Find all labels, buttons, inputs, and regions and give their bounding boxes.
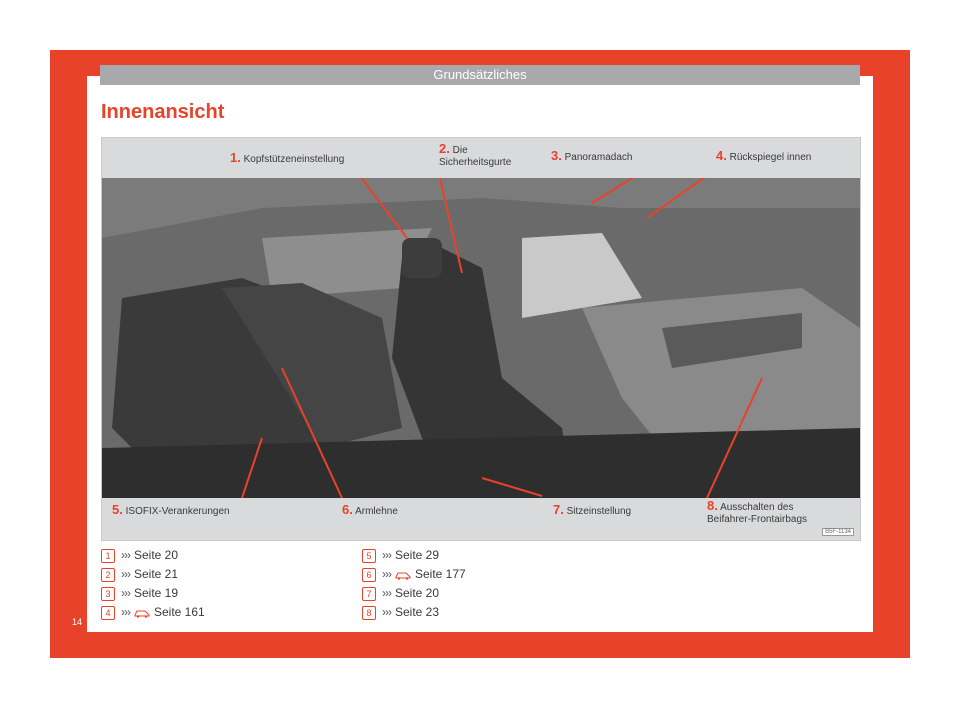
callout-text: Ausschalten des	[720, 502, 794, 513]
car-book-icon	[134, 608, 150, 618]
callout-3	[551, 150, 632, 164]
reference-item[interactable]	[362, 584, 439, 602]
reference-text: Seite 21	[134, 567, 179, 581]
reference-item[interactable]	[362, 546, 439, 564]
reference-item[interactable]	[101, 565, 178, 583]
car-interior-illustration	[102, 178, 860, 498]
car-book-icon	[395, 570, 411, 580]
reference-number: 4	[101, 606, 115, 620]
callout-number: 4.	[716, 148, 727, 163]
reference-number: 7	[362, 587, 376, 601]
reference-item[interactable]	[101, 603, 205, 621]
figure-code: B5F-1134	[822, 528, 854, 536]
callout-text: Sitzeinstellung	[566, 506, 632, 517]
callout-5	[112, 504, 230, 518]
page-number: 14	[72, 617, 83, 627]
page-title: Innenansicht	[101, 101, 225, 123]
reference-item[interactable]	[362, 565, 466, 583]
callout-text: Rückspiegel innen	[729, 152, 812, 163]
callout-6	[342, 504, 398, 518]
reference-text: Seite 19	[134, 586, 179, 600]
callout-text: Beifahrer-Frontairbags	[707, 514, 808, 525]
reference-text: Seite 29	[395, 548, 440, 562]
callout-text: ISOFIX-Verankerungen	[125, 506, 230, 517]
reference-number: 3	[101, 587, 115, 601]
reference-item[interactable]	[362, 603, 439, 621]
callout-2	[439, 143, 511, 169]
reference-arrow: ›››	[121, 548, 130, 562]
callout-4	[716, 150, 811, 164]
callout-number: 8.	[707, 498, 718, 513]
reference-arrow: ›››	[382, 605, 391, 619]
callout-text: Die	[452, 145, 468, 156]
reference-number: 2	[101, 568, 115, 582]
callout-number: 3.	[551, 148, 562, 163]
callout-text: Panoramadach	[564, 152, 633, 163]
reference-arrow: ›››	[382, 548, 391, 562]
callout-8	[707, 500, 807, 526]
callout-text: Kopfstützeneinstellung	[243, 154, 345, 165]
callout-number: 2.	[439, 141, 450, 156]
reference-text: Seite 161	[154, 605, 205, 619]
callout-1	[230, 152, 344, 166]
callout-text: Armlehne	[355, 506, 398, 517]
reference-arrow: ›››	[382, 567, 391, 581]
callout-number: 6.	[342, 502, 353, 517]
reference-number: 1	[101, 549, 115, 563]
reference-number: 8	[362, 606, 376, 620]
reference-arrow: ›››	[121, 586, 130, 600]
reference-number: 6	[362, 568, 376, 582]
reference-text: Seite 20	[134, 548, 179, 562]
reference-text: Seite 177	[415, 567, 466, 581]
reference-arrow: ›››	[121, 605, 130, 619]
section-header-band: Grundsätzliches	[100, 65, 860, 85]
callout-7	[553, 504, 631, 518]
reference-text: Seite 20	[395, 586, 440, 600]
callout-text: Sicherheitsgurte	[439, 157, 512, 168]
interior-figure	[101, 137, 861, 541]
reference-arrow: ›››	[382, 586, 391, 600]
callout-number: 1.	[230, 150, 241, 165]
car-interior-photo	[102, 178, 860, 498]
reference-item[interactable]	[101, 584, 178, 602]
callout-number: 5.	[112, 502, 123, 517]
reference-text: Seite 23	[395, 605, 440, 619]
reference-number: 5	[362, 549, 376, 563]
callout-number: 7.	[553, 502, 564, 517]
reference-item[interactable]	[101, 546, 178, 564]
reference-arrow: ›››	[121, 567, 130, 581]
